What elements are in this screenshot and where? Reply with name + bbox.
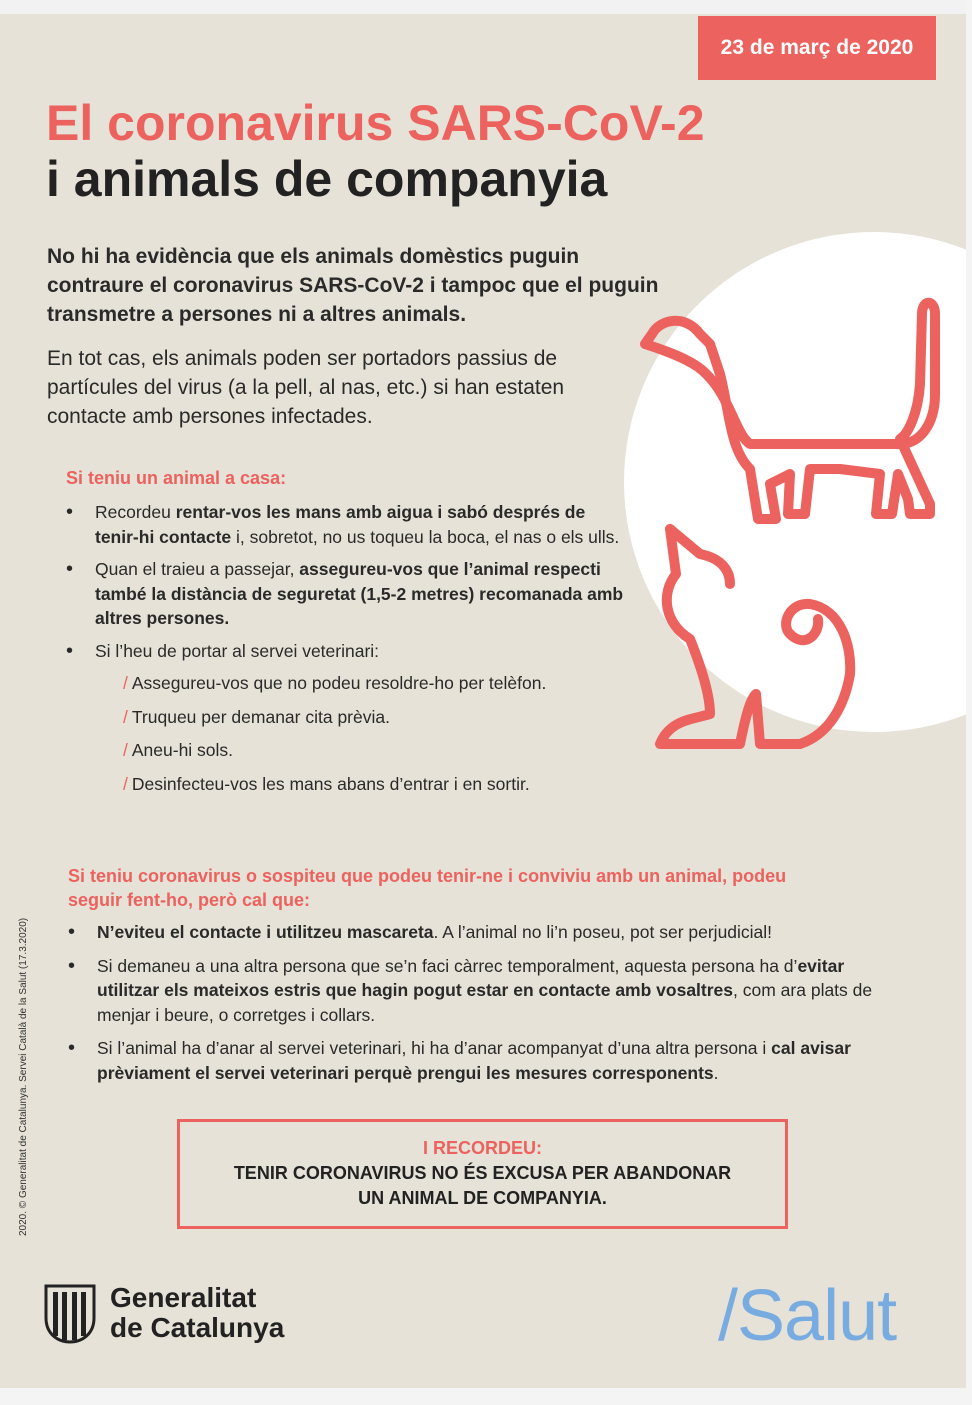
slash-marker: / xyxy=(123,673,128,693)
intro-paragraph: En tot cas, els animals poden ser portadors passius de partícules del virus (a la pell, al nas, etc.) si han estaten contacte amb persones infectades. xyxy=(47,347,565,428)
sub-list-item: / Desinfecteu-vos les mans abans d’entrar i en sortir. xyxy=(123,773,530,794)
slash-marker: / xyxy=(123,773,128,794)
intro-bold-paragraph: No hi ha evidència que els animals domèstics puguin contraure el coronavirus SARS-CoV-2 i tampoc que el puguin transmetre a persones ni a altres animals. xyxy=(47,245,659,326)
list-item: • Si l’heu de portar al servei veterinari: / Assegureu-vos que no podeu resoldre-ho per telèfon. / Truqueu per demanar cita prèvia. / Aneu-hi sols. / Desinfecteu-vos les mans abans d’entrar i en sortir. xyxy=(66,639,626,797)
generalitat-logo xyxy=(44,1282,284,1344)
generalitat-emblem-icon xyxy=(44,1282,96,1344)
list-item: • Quan el traieu a passejar, assegureu-vos que l’animal respecti també la distància de seguretat (1,5-2 metres) recomanada amb altres persones. xyxy=(66,557,626,631)
reminder-line-2: UN ANIMAL DE COMPANYIA. xyxy=(358,1188,607,1208)
salut-wordmark: /Salut xyxy=(718,1276,897,1356)
section2-list xyxy=(68,920,908,1094)
generalitat-wordmark: Generalitat de Catalunya xyxy=(110,1282,285,1343)
page-edge xyxy=(966,0,972,1405)
slash-marker: / xyxy=(123,740,128,760)
sub-list-item: / Truqueu per demanar cita prèvia. xyxy=(123,706,390,727)
cat-icon xyxy=(660,529,850,744)
section1-heading: Si teniu un animal a casa: xyxy=(66,468,287,488)
vet-sub-list xyxy=(95,671,626,796)
page-bottom-margin xyxy=(0,1388,972,1405)
dog-icon xyxy=(645,303,935,519)
sub-list-item: / Aneu-hi sols. xyxy=(123,740,234,760)
dog-and-cat-illustration xyxy=(630,274,972,764)
section2-heading: Si teniu coronavirus o sospiteu que podeu tenir-ne i conviviu amb un animal, podeu seguir fent-ho, però cal que: xyxy=(68,866,787,910)
title-line-1: El coronavirus SARS-CoV-2 xyxy=(46,95,705,151)
date-badge: 23 de març de 2020 xyxy=(698,16,936,80)
reminder-heading: I RECORDEU: xyxy=(422,1138,542,1158)
poster xyxy=(0,14,972,1388)
title-line-2: i animals de companyia xyxy=(46,151,608,207)
list-item: • Si demaneu a una altra persona que se’n faci càrrec temporalment, aquesta persona ha d’evitar utilitzar els mateixos estris que hagin pogut estar en contacte amb vosaltres, com ara plats de menjar i beure, o corretges i collars. xyxy=(68,954,908,1028)
sub-list-item: / Assegureu-vos que no podeu resoldre-ho per telèfon. xyxy=(123,673,547,693)
copyright-credit: 2020. © Generalitat de Catalunya. Servei Català de la Salut (17.3.2020) xyxy=(18,917,29,1236)
reminder-box xyxy=(177,1119,788,1229)
reminder-line-1: TENIR CORONAVIRUS NO ÉS EXCUSA PER ABANDONAR xyxy=(233,1163,732,1183)
slash-marker: / xyxy=(123,706,128,727)
list-item: • Recordeu rentar-vos les mans amb aigua i sabó després de tenir-hi contacte i, sobretot, no us toqueu la boca, el nas o els ulls. xyxy=(66,500,626,549)
section1-list xyxy=(66,500,626,805)
list-item: • N’eviteu el contacte i utilitzeu mascareta. A l’animal no li’n poseu, pot ser perjudicial! xyxy=(68,920,908,945)
list-item: • Si l’animal ha d’anar al servei veterinari, hi ha d’anar acompanyat d’una altra persona i cal avisar prèviament el servei veterinari perquè prengui les mesures corresponents. xyxy=(68,1036,908,1085)
